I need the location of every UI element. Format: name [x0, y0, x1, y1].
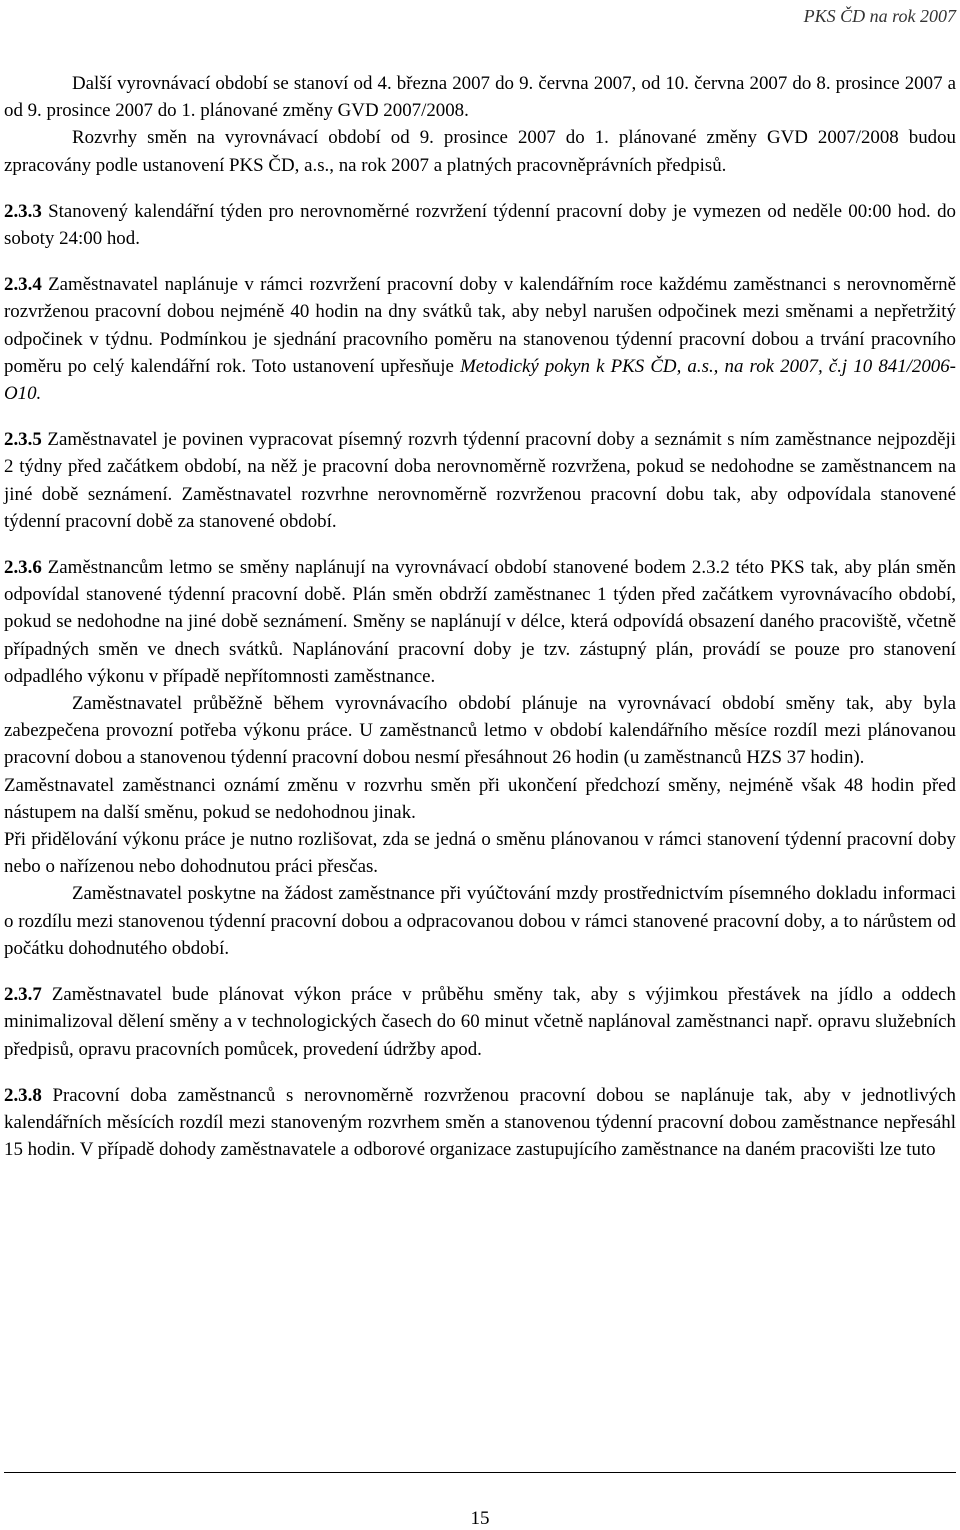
section-number: 2.3.8 [4, 1084, 42, 1106]
section-number: 2.3.7 [4, 984, 42, 1006]
section-italic-reference: Metodický pokyn k PKS ČD, a.s., na rok 2007, č.j 10 841/2006-O10. [4, 355, 956, 405]
paragraph-vyrovnavaci-obdobi: Další vyrovnávací období se stanoví od 4. března 2007 do 9. června 2007, od 10. června 2007 do 8. prosince 2007 a od 9. prosince 2007 do 1. plánované změny GVD 2007/2008. [4, 73, 956, 122]
section-2-3-5 [4, 426, 956, 535]
section-number: 2.3.5 [4, 429, 42, 451]
section-text: Stanovený kalendářní týden pro nerovnoměrné rozvržení týdenní pracovní doby je vymezen od neděle 00:00 hod. do soboty 24:00 hod. [4, 200, 956, 250]
page-number: 15 [470, 1508, 490, 1529]
section-text: Zaměstnavatel je povinen vypracovat písemný rozvrh týdenní pracovní doby a seznámit s ním zaměstnance nejpozději 2 týdny před začátkem období, na něž je pracovní doba nerovnoměrně rozvržena, pokud se nedohodne se zaměstnancem na jiné době seznámení. Zaměstnavatel rozvrhne nerovnoměrně rozvrženou pracovní dobu tak, aby odpovídala stanovené týdenní pracovní době za stanovené období. [4, 429, 956, 532]
paragraph-rozvrhy-smen: Rozvrhy směn na vyrovnávací období od 9. prosince 2007 do 1. plánované změny GVD 2007/2008 budou zpracovány podle ustanovení PKS ČD, a.s., na rok 2007 a platných pracovněprávních předpisů. [4, 127, 956, 176]
footer-divider [4, 1472, 956, 1473]
section-2-3-4 [4, 271, 956, 407]
document-body [4, 70, 956, 1163]
section-2-3-8 [4, 1082, 956, 1164]
section-text: Pracovní doba zaměstnanců s nerovnoměrně rozvrženou pracovní dobou se naplánuje tak, aby v jednotlivých kalendářních měsících rozdíl mezi stanoveným rozvrhem směn a stanovenou týdenní pracovní dobou zaměstnance nepřesáhl 15 hodin. V případě dohody zaměstnavatele a odborové organizace zastupujícího zaměstnance na daném pracovišti lze tuto [4, 1084, 956, 1161]
section-text: Zaměstnancům letmo se směny naplánují na vyrovnávací období stanovené bodem 2.3.2 této PKS tak, aby plán směn odpovídal stanovené týdenní pracovní době. Plán směn obdrží zaměstnanec 1 týden před začátkem vyrovnávacího období, pokud se nedohodne na jiné době seznámení. Směny se naplánují v délce, která odpovídá obsazení daného pracoviště, včetně případných směn ve dnech svátků. Naplánování pracovní doby je tzv. zástupný plán, provádí se pouze pro stanovení odpadlého výkonu v případě nepřítomnosti zaměstnance. [4, 557, 956, 687]
running-header: PKS ČD na rok 2007 [803, 6, 956, 26]
paragraph-oznameni-zmeny: Zaměstnavatel zaměstnanci oznámí změnu v rozvrhu směn při ukončení předchozí směny, nejméně však 48 hodin před nástupem na další směnu, pokud se nedohodnou jinak. [4, 774, 956, 823]
section-text: Zaměstnavatel naplánuje v rámci rozvržení pracovní doby v kalendářním roce každému zaměstnanci s nerovnoměrně rozvrženou pracovní dobou nejméně 40 hodin na dny svátků tak, aby nebyl narušen odpočinek mezi směnami a nepřetržitý odpočinek v týdnu. Podmínkou je sjednání pracovního poměru na stanovenou týdenní pracovní dobou a trvání pracovního poměru po celý kalendářní rok. Toto ustanovení upřesňuje [4, 274, 956, 377]
paragraph-informace-o-rozdilu: Zaměstnavatel poskytne na žádost zaměstnance při vyúčtování mzdy prostřednictvím písemného dokladu informaci o rozdílu mezi stanovenou týdenní pracovní dobou a odpracovanou dobou v rámci stanovené pracovní doby, a to nárůstem od počátku dohodnutého období. [4, 883, 956, 959]
section-2-3-6 [4, 554, 956, 690]
section-2-3-3 [4, 198, 956, 252]
section-number: 2.3.6 [4, 557, 42, 579]
section-number: 2.3.3 [4, 200, 42, 222]
section-text: Zaměstnavatel bude plánovat výkon práce v průběhu směny tak, aby s výjimkou přestávek na jídlo a oddech minimalizoval dělení směny a v technologických časech do 60 minut včetně naplánoval zaměstnanci např. opravu služebních předpisů, opravu pracovních pomůcek, provedení údržby apod. [4, 984, 956, 1060]
section-number: 2.3.4 [4, 274, 42, 296]
paragraph-prideleni-vykonu: Při přidělování výkonu práce je nutno rozlišovat, zda se jedná o směnu plánovanou v rámci stanovení týdenní pracovní doby nebo o nařízenou nebo dohodnutou práci přesčas. [4, 829, 956, 878]
section-2-3-7 [4, 981, 956, 1063]
paragraph-prubezne-planovani: Zaměstnavatel průběžně během vyrovnávacího období plánuje na vyrovnávací období směny tak, aby byla zabezpečena provozní potřeba výkonu práce. U zaměstnanců letmo v období kalendářního měsíce rozdíl mezi plánovanou pracovní dobou a stanovenou týdenní pracovní dobou nesmí přesáhnout 26 hodin (u zaměstnanců HZS 37 hodin). [4, 693, 956, 769]
